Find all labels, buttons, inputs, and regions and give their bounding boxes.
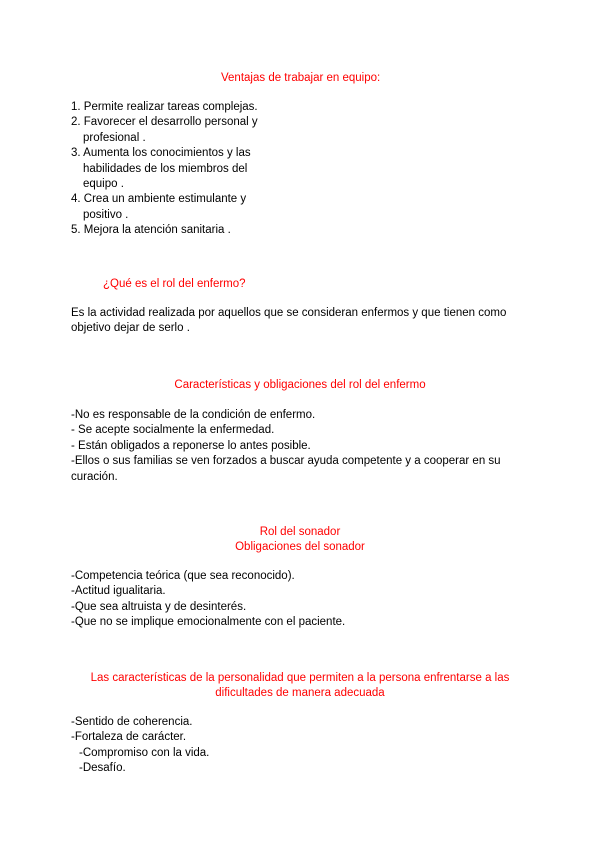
- list-item: profesional .: [83, 131, 146, 144]
- personalidad-list: [71, 715, 209, 777]
- list-item: -Sentido de coherencia.: [71, 716, 193, 728]
- list-item: -No es responsable de la condición de enfermo.: [71, 409, 316, 421]
- list-item: 5. Mejora la atención sanitaria .: [71, 224, 231, 237]
- list-item: - Se acepte socialmente la enfermedad.: [71, 424, 275, 437]
- caracteristicas-list: [71, 408, 501, 485]
- sonador-subheading: Obligaciones del sonador: [235, 541, 365, 553]
- list-item: -Compromiso con la vida.: [79, 746, 210, 759]
- list-item: -Competencia teórica (que sea reconocido).: [71, 570, 295, 582]
- personalidad-subheading: dificultades de manera adecuada: [215, 687, 385, 699]
- rol-enfermo-text: [71, 306, 506, 337]
- paragraph-line: objetivo dejar de serlo .: [71, 322, 190, 335]
- paragraph-line: Es la actividad realizada por aquellos que se consideran enfermos y que tienen como: [71, 307, 507, 319]
- ventajas-heading: Ventajas de trabajar en equipo:: [221, 72, 381, 84]
- list-item: curación.: [71, 470, 118, 483]
- list-item: -Actitud igualitaria.: [71, 585, 166, 598]
- caracteristicas-heading: Características y obligaciones del rol del enfermo: [174, 379, 426, 391]
- sonador-heading: Rol del sonador: [259, 526, 341, 538]
- list-item: - Están obligados a reponerse lo antes posible.: [71, 439, 311, 452]
- list-item: -Que no se implique emocionalmente con el paciente.: [71, 616, 346, 629]
- sonador-list: [71, 569, 345, 631]
- list-item: positivo .: [83, 208, 129, 221]
- list-item: 1. Permite realizar tareas complejas.: [71, 101, 258, 113]
- rol-enfermo-heading: ¿Qué es el rol del enfermo?: [103, 278, 246, 290]
- list-item: 2. Favorecer el desarrollo personal y: [71, 116, 258, 129]
- list-item: 4. Crea un ambiente estimulante y: [71, 193, 247, 206]
- list-item: habilidades de los miembros del: [83, 162, 248, 175]
- personalidad-heading: Las características de la personalidad que permiten a la persona enfrentarse a las: [90, 672, 510, 684]
- list-item: -Desafío.: [79, 762, 126, 775]
- list-item: -Que sea altruista y de desinterés.: [71, 600, 247, 613]
- list-item: 3. Aumenta los conocimientos y las: [71, 147, 251, 160]
- list-item: equipo .: [83, 177, 124, 190]
- list-item: -Ellos o sus familias se ven forzados a buscar ayuda competente y a cooperar en su: [71, 455, 501, 468]
- list-item: -Fortaleza de carácter.: [71, 731, 187, 744]
- ventajas-list: [71, 100, 258, 239]
